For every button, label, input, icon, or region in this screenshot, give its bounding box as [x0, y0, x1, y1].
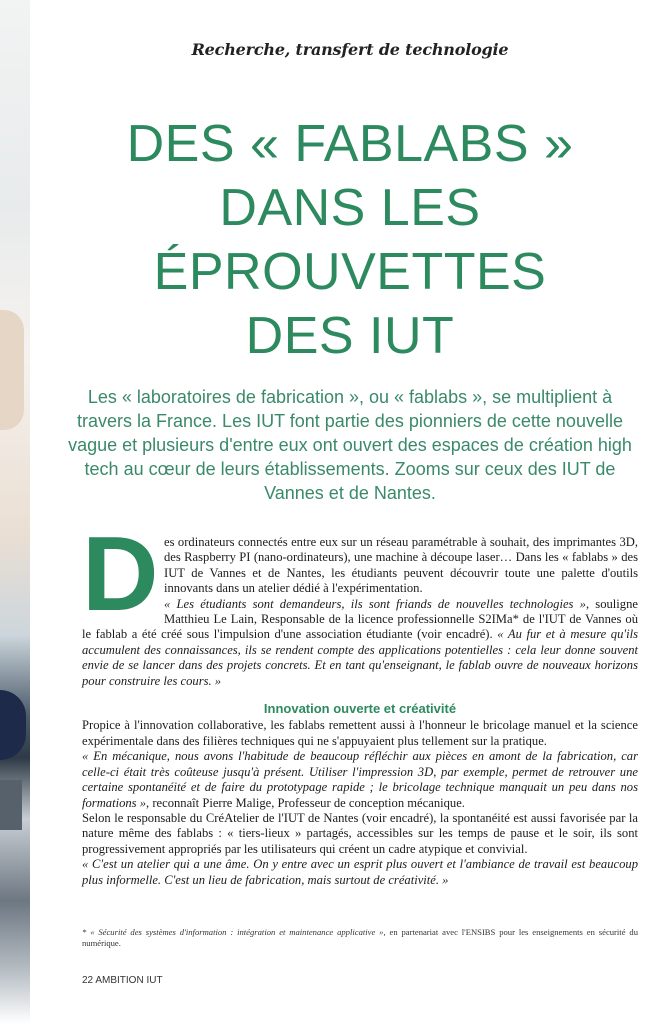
drop-cap: D [82, 515, 159, 633]
footnote [82, 927, 638, 949]
paragraph-text: , souligne Matthieu Le Lain, Responsable de la licence professionnelle S2IMa* de l'IUT de Vannes où le fablab a été créé sous l'impulsion d'une association étudiante (voir encadré). [82, 596, 638, 642]
photo-fragment [0, 690, 26, 760]
paragraph [82, 597, 638, 689]
page-folio: 22 AMBITION IUT [82, 975, 163, 986]
quote: « En mécanique, nous avons l'habitude de beaucoup réfléchir aux pièces en amont de la fabrication, car celle-ci était très coûteuse jusqu'à présent. Utiliser l'impression 3D, par exemple, permet de retrouver une certaine spontanéité et de faire du prototypage rapide ; le bricolage technique manquait un peu dans nos formations » [82, 749, 638, 810]
photo-fragment [0, 310, 24, 430]
quote: « Les étudiants sont demandeurs, ils sont friands de nouvelles technologies » [164, 596, 586, 611]
article-title [34, 112, 666, 368]
paragraph: Selon le responsable du CréAtelier de l'IUT de Nantes (voir encadré), la spontanéité est aussi favorisée par la nature même des fablabs : « tiers-lieux » partagés, accessibles sur les temps de pause et le soir, ils sont progressivement appropriés par les utilisateurs qui créent un cadre atypique et convivial. [82, 810, 638, 856]
paragraph-text: , reconnaît Pierre Malige, Professeur de conception mécanique. [146, 795, 465, 810]
quote: « Au fur et à mesure qu'ils accumulent des connaissances, ils se rendent compte des applications potentielles : cela leur donne souvent envie de se lancer dans des projets concrets. Et en tant qu'enseignant, le fablab ouvre de nouveaux horizons pour construire les cours. » [82, 627, 638, 688]
title-line: DANS LES [219, 179, 481, 237]
footnote-quote: * « Sécurité des systèmes d'information : intégration et maintenance applicative » [82, 927, 384, 937]
paragraph [82, 749, 638, 811]
photo-fragment [0, 780, 22, 830]
title-line: DES « FABLABS » [126, 115, 574, 173]
section-subhead: Innovation ouverte et créativité [263, 701, 457, 717]
paragraph-text: es ordinateurs connectés entre eux sur un réseau paramétrable à souhait, des imprimantes 3D, des Raspberry PI (nano-ordinateurs), une machine à découpe laser… Dans les « fablabs » des IUT de Vannes et de Nantes, les étudiants peuvent découvrir toute une palette d'outils innovants dans un atelier dédié à l'expérimentation. [164, 535, 638, 596]
quote: « C'est un atelier qui a une âme. On y entre avec un esprit plus ouvert et l'ambiance de travail est beaucoup plus informelle. C'est un lieu de fabrication, mais surtout de créativité. » [82, 857, 638, 887]
section-kicker: Recherche, transfert de technologie [191, 40, 509, 59]
photo-edge-strip [0, 0, 30, 1024]
title-line: ÉPROUVETTES [153, 243, 547, 301]
paragraph [82, 857, 638, 888]
article-body [82, 515, 638, 888]
magazine-page [34, 0, 666, 1024]
paragraph: Propice à l'innovation collaborative, les fablabs remettent aussi à l'honneur le bricolage manuel et la science expérimentale dans des filières techniques qui ne s'appuyaient plus tellement sur la pratique. [82, 718, 638, 748]
article-lead: Les « laboratoires de fabrication », ou « fablabs », se multiplient à travers la France. Les IUT font partie des pionniers de cette nouvelle vague et plusieurs d'entre eux ont ouvert des espaces de création high tech au cœur de leurs établissements. Zooms sur ceux des IUT de Vannes et de Nantes. [68, 387, 632, 503]
footnote-text: , en partenariat avec l'ENSIBS pour les enseignements en sécurité du numérique. [82, 927, 638, 948]
title-line: DES IUT [245, 307, 455, 365]
